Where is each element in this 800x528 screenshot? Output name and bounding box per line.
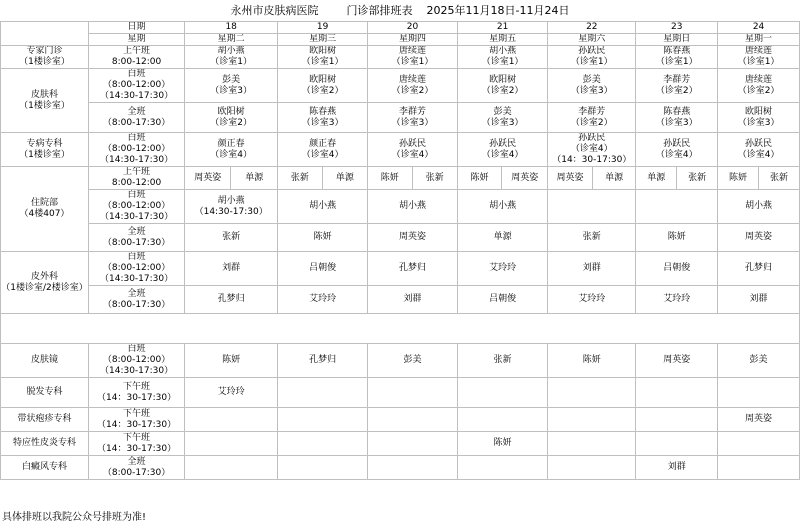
- empty-grid-cell: [185, 480, 231, 504]
- dermoscopy-cell: 彭美: [718, 344, 800, 378]
- header-weekday: 星期一: [718, 34, 800, 46]
- vitiligo-cell: [548, 456, 636, 480]
- derm-surgery-day-cell: 孔梦归: [718, 252, 800, 286]
- expert-cell: 陈春燕 （诊室1）: [636, 46, 718, 69]
- header-date: 19: [278, 22, 368, 34]
- herpes-cell: [368, 408, 458, 432]
- header-weekday: 星期六: [548, 34, 636, 46]
- derm-surgery-full-cell: 艾玲玲: [548, 286, 636, 314]
- hair-cell: [278, 378, 368, 408]
- header-weekday-label: 星期: [88, 34, 184, 46]
- expert-cell: 唐续莲 （诊室1）: [718, 46, 800, 69]
- empty-grid-cell: [231, 504, 278, 528]
- inpatient-full-cell: 陈妍: [278, 224, 368, 252]
- skin-full-cell: 陈春燕 （诊室3）: [636, 103, 718, 133]
- dermoscopy-cell: 周英姿: [636, 344, 718, 378]
- empty-grid-cell: [278, 480, 322, 504]
- empty-grid-cell: [457, 480, 501, 504]
- table-row: [1, 344, 800, 378]
- header-date: 20: [368, 22, 458, 34]
- empty-grid-cell: [368, 480, 412, 504]
- dermoscopy-cell: 彭美: [368, 344, 458, 378]
- hair-cell: [457, 378, 547, 408]
- derm-surgery-day-cell: 刘群: [548, 252, 636, 286]
- inpatient-day-cell: [636, 190, 718, 224]
- header-weekday: 星期二: [185, 34, 278, 46]
- empty-grid-cell: [677, 504, 718, 528]
- vitiligo-cell: [278, 456, 368, 480]
- table-row: [1, 432, 800, 456]
- table-row: [1, 69, 800, 103]
- skin-full-cell: 李群芳 （诊室3）: [368, 103, 458, 133]
- empty-grid-cell: [502, 480, 548, 504]
- shift-full: 全班 （8:00-17:30）: [88, 456, 184, 480]
- header-weekday: 星期四: [368, 34, 458, 46]
- empty-grid-cell: [758, 504, 799, 528]
- inpatient-morning-cell: 张新: [412, 167, 457, 190]
- expert-cell: 欧阳树 （诊室1）: [278, 46, 368, 69]
- inpatient-morning-cell: 张新: [758, 167, 799, 190]
- inpatient-day-cell: 胡小燕 （14:30-17:30）: [185, 190, 278, 224]
- dept-derm-surgery: 皮外科 （1楼诊室/2楼诊室）: [1, 252, 89, 314]
- header-date: 23: [636, 22, 718, 34]
- inpatient-morning-cell: 张新: [278, 167, 322, 190]
- hair-cell: [548, 378, 636, 408]
- dept-expert: 专家门诊 （1楼诊室）: [1, 46, 89, 69]
- dept-std: 专病专科 （1楼诊室）: [1, 133, 89, 167]
- derm-surgery-full-cell: 艾玲玲: [636, 286, 718, 314]
- expert-cell: 胡小燕 （诊室1）: [457, 46, 547, 69]
- table-row: [1, 252, 800, 286]
- skin-day-cell: 欧阳树 （诊室2）: [457, 69, 547, 103]
- header-weekday: 星期三: [278, 34, 368, 46]
- shift-day: 白班 （8:00-12:00） （14:30-17:30）: [88, 133, 184, 167]
- shift-day: 白班 （8:00-12:00） （14:30-17:30）: [88, 252, 184, 286]
- empty-grid-cell: [322, 480, 367, 504]
- inpatient-morning-cell: 周英姿: [185, 167, 231, 190]
- inpatient-day-cell: [548, 190, 636, 224]
- empty-grid-cell: [548, 504, 593, 528]
- dept-dermoscopy: 皮肤镜: [1, 344, 89, 378]
- inpatient-full-cell: 陈妍: [636, 224, 718, 252]
- atopic-cell: [278, 432, 368, 456]
- table-row: [1, 456, 800, 480]
- atopic-cell: [185, 432, 278, 456]
- inpatient-morning-cell: 陈妍: [718, 167, 759, 190]
- header-date-label: 日期: [88, 22, 184, 34]
- table-row: [1, 46, 800, 69]
- dept-skin: 皮肤科 （1楼诊室）: [1, 69, 89, 133]
- table-row: [1, 190, 800, 224]
- header-date: 21: [457, 22, 547, 34]
- inpatient-full-cell: 周英姿: [368, 224, 458, 252]
- empty-grid-cell: [592, 504, 635, 528]
- dermoscopy-cell: 张新: [457, 344, 547, 378]
- empty-grid-cell: [278, 504, 322, 528]
- table-row: [1, 378, 800, 408]
- skin-day-cell: 唐续莲 （诊室2）: [718, 69, 800, 103]
- skin-day-cell: 李群芳 （诊室2）: [636, 69, 718, 103]
- corner-cell: [1, 22, 89, 46]
- dermoscopy-cell: 孔梦归: [278, 344, 368, 378]
- inpatient-full-cell: 张新: [548, 224, 636, 252]
- inpatient-day-cell: 胡小燕: [278, 190, 368, 224]
- std-day-cell: 孙跃民 （诊室4） （14：30-17:30）: [548, 133, 636, 167]
- empty-grid-cell: [231, 480, 278, 504]
- shift-afternoon: 下午班 （14：30-17:30）: [88, 432, 184, 456]
- std-day-cell: 颜正春 （诊室4）: [278, 133, 368, 167]
- shift-full: 全班 （8:00-17:30）: [88, 103, 184, 133]
- skin-full-cell: 欧阳树 （诊室2）: [185, 103, 278, 133]
- herpes-cell: [278, 408, 368, 432]
- empty-grid-cell: [88, 480, 184, 504]
- derm-surgery-day-cell: 孔梦归: [368, 252, 458, 286]
- derm-surgery-full-cell: 刘群: [718, 286, 800, 314]
- empty-grid-cell: [412, 480, 457, 504]
- atopic-cell: [718, 432, 800, 456]
- dept-hair: 脱发专科: [1, 378, 89, 408]
- std-day-cell: 孙跃民 （诊室4）: [636, 133, 718, 167]
- empty-grid-cell: [718, 504, 759, 528]
- expert-cell: 唐续莲 （诊室1）: [368, 46, 458, 69]
- skin-full-cell: 陈春燕 （诊室3）: [278, 103, 368, 133]
- inpatient-morning-cell: 周英姿: [502, 167, 548, 190]
- empty-grid-cell: [636, 480, 677, 504]
- atopic-cell: [548, 432, 636, 456]
- shift-full: 全班 （8:00-17:30）: [88, 286, 184, 314]
- atopic-cell: [636, 432, 718, 456]
- shift-afternoon: 下午班 （14：30-17:30）: [88, 378, 184, 408]
- inpatient-morning-cell: 陈妍: [457, 167, 501, 190]
- herpes-cell: [457, 408, 547, 432]
- shift-day: 白班 （8:00-12:00） （14:30-17:30）: [88, 344, 184, 378]
- empty-grid-cell: [677, 480, 718, 504]
- derm-surgery-full-cell: 刘群: [368, 286, 458, 314]
- footer-note: 具体排班以我院公众号排班为准!: [2, 512, 147, 523]
- dermoscopy-cell: 陈妍: [548, 344, 636, 378]
- header-date: 18: [185, 22, 278, 34]
- inpatient-morning-cell: 单源: [322, 167, 367, 190]
- skin-full-cell: 欧阳树 （诊室3）: [718, 103, 800, 133]
- empty-grid-cell: [548, 480, 593, 504]
- inpatient-morning-cell: 陈妍: [368, 167, 412, 190]
- skin-day-cell: 唐续莲 （诊室2）: [368, 69, 458, 103]
- shift-day: 白班 （8:00-12:00） （14:30-17:30）: [88, 190, 184, 224]
- table-row: [1, 167, 800, 190]
- empty-grid-cell: [718, 480, 759, 504]
- inpatient-morning-cell: 周英姿: [548, 167, 593, 190]
- empty-grid-cell: [592, 480, 635, 504]
- empty-grid-cell: [502, 504, 548, 528]
- inpatient-morning-cell: 单源: [231, 167, 278, 190]
- header-date: 24: [718, 22, 800, 34]
- derm-surgery-full-cell: 吕朝俊: [457, 286, 547, 314]
- inpatient-day-cell: 胡小燕: [368, 190, 458, 224]
- inpatient-morning-cell: 张新: [677, 167, 718, 190]
- table-row: [1, 133, 800, 167]
- dermoscopy-cell: 陈妍: [185, 344, 278, 378]
- herpes-cell: [185, 408, 278, 432]
- table-row: [1, 224, 800, 252]
- table-row: [1, 408, 800, 432]
- std-day-cell: 孙跃民 （诊室4）: [457, 133, 547, 167]
- derm-surgery-day-cell: 吕朝俊: [636, 252, 718, 286]
- empty-grid-cell: [185, 504, 231, 528]
- derm-surgery-day-cell: 刘群: [185, 252, 278, 286]
- std-day-cell: 孙跃民 （诊室4）: [368, 133, 458, 167]
- inpatient-morning-cell: 单源: [592, 167, 635, 190]
- dept-inpatient: 住院部 （4楼407）: [1, 167, 89, 252]
- atopic-cell: 陈妍: [457, 432, 547, 456]
- std-day-cell: 孙跃民 （诊室4）: [718, 133, 800, 167]
- vitiligo-cell: [718, 456, 800, 480]
- vitiligo-cell: [185, 456, 278, 480]
- dept-atopic: 特应性皮炎专科: [1, 432, 89, 456]
- shift-morning: 上午班 8:00-12:00: [88, 167, 184, 190]
- empty-grid-cell: [368, 504, 412, 528]
- hair-cell: 艾玲玲: [185, 378, 278, 408]
- inpatient-day-cell: 胡小燕: [457, 190, 547, 224]
- table-row: [1, 103, 800, 133]
- dept-vitiligo: 白癜风专科: [1, 456, 89, 480]
- table-row: [1, 34, 800, 46]
- empty-grid-cell: [1, 480, 89, 504]
- schedule-table: [0, 21, 800, 528]
- derm-surgery-full-cell: 孔梦归: [185, 286, 278, 314]
- skin-full-cell: 彭美 （诊室3）: [457, 103, 547, 133]
- dept-herpes: 带状疱疹专科: [1, 408, 89, 432]
- skin-day-cell: 欧阳树 （诊室2）: [278, 69, 368, 103]
- derm-surgery-day-cell: 艾玲玲: [457, 252, 547, 286]
- inpatient-day-cell: 胡小燕: [718, 190, 800, 224]
- table-row: [1, 22, 800, 34]
- header-weekday: 星期日: [636, 34, 718, 46]
- table-row: [1, 286, 800, 314]
- header-weekday: 星期五: [457, 34, 547, 46]
- shift-morning: 上午班 8:00-12:00: [88, 46, 184, 69]
- table-row: [1, 314, 800, 344]
- hair-cell: [636, 378, 718, 408]
- expert-cell: 胡小燕 （诊室1）: [185, 46, 278, 69]
- skin-day-cell: 彭美 （诊室3）: [548, 69, 636, 103]
- empty-grid-cell: [322, 504, 367, 528]
- atopic-cell: [368, 432, 458, 456]
- expert-cell: 孙跃民 （诊室1）: [548, 46, 636, 69]
- inpatient-morning-cell: 单源: [636, 167, 677, 190]
- herpes-cell: [548, 408, 636, 432]
- hair-cell: [368, 378, 458, 408]
- shift-full: 全班 （8:00-17:30）: [88, 224, 184, 252]
- herpes-cell: 周英姿: [718, 408, 800, 432]
- herpes-cell: [636, 408, 718, 432]
- derm-surgery-full-cell: 艾玲玲: [278, 286, 368, 314]
- empty-grid-cell: [457, 504, 501, 528]
- skin-day-cell: 彭美 （诊室3）: [185, 69, 278, 103]
- inpatient-full-cell: 周英姿: [718, 224, 800, 252]
- page-title: 永州市皮肤病医院 门诊部排班表 2025年11月18日-11月24日: [230, 4, 570, 17]
- std-day-cell: 颜正春 （诊室4）: [185, 133, 278, 167]
- shift-day: 白班 （8:00-12:00） （14:30-17:30）: [88, 69, 184, 103]
- inpatient-full-cell: 张新: [185, 224, 278, 252]
- vitiligo-cell: 刘群: [636, 456, 718, 480]
- spacer-row: [1, 314, 800, 344]
- vitiligo-cell: [368, 456, 458, 480]
- inpatient-full-cell: 单源: [457, 224, 547, 252]
- empty-grid-cell: [758, 480, 799, 504]
- vitiligo-cell: [457, 456, 547, 480]
- skin-full-cell: 李群芳 （诊室2）: [548, 103, 636, 133]
- empty-grid-cell: [636, 504, 677, 528]
- derm-surgery-day-cell: 吕朝俊: [278, 252, 368, 286]
- header-date: 22: [548, 22, 636, 34]
- empty-grid-cell: [412, 504, 457, 528]
- hair-cell: [718, 378, 800, 408]
- table-row: [1, 480, 800, 504]
- shift-afternoon: 下午班 （14：30-17:30）: [88, 408, 184, 432]
